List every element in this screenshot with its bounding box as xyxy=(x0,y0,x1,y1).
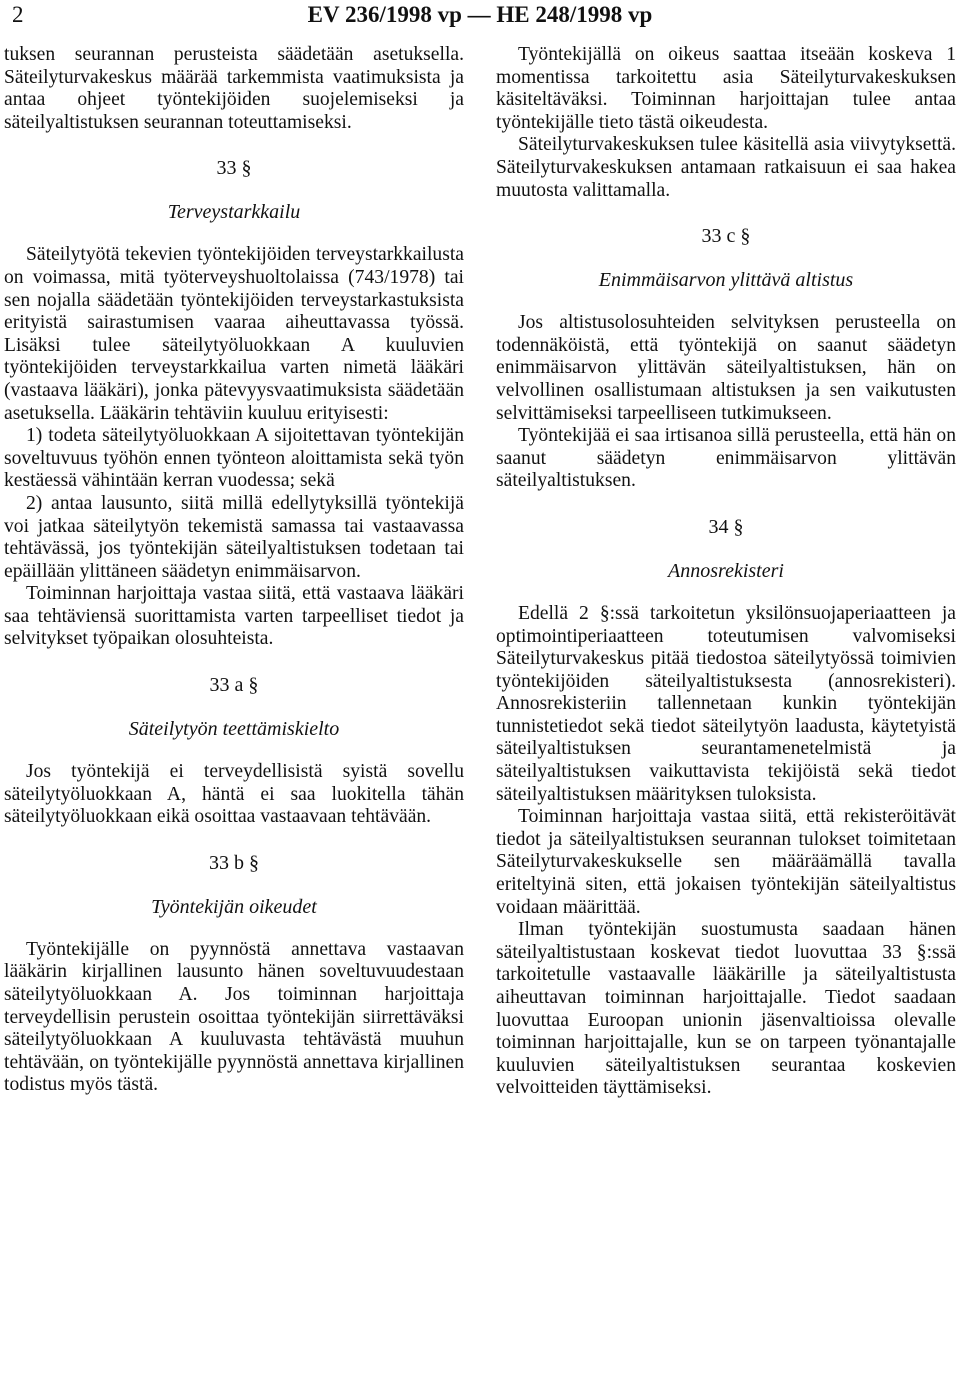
paragraph: Työntekijällä on oikeus saattaa itseään koskeva 1 momentissa tarkoitettu asia Säteilyturvakeskuksen käsiteltäväksi. Toiminnan harjoittajan tulee antaa työntekijälle tieto tästä oikeudesta. xyxy=(496,44,956,133)
paragraph: Työntekijälle on pyynnöstä annettava vastaavan lääkärin kirjallinen lausunto hänen soveltuvuudestaan säteilytyöluokkaan A. Jos toiminnan harjoittaja terveydellisin perustein osoittaa työntekijän siirrettäväksi säteilytyöluokkaan A kuuluvasta tehtävästä muuhun tehtävään, on työntekijälle pyynnöstä annettava kirjallinen todistus myös tästä. xyxy=(4,938,464,1096)
section-title: Säteilytyön teettämiskielto xyxy=(128,718,340,741)
section-number: 33 b § xyxy=(209,851,259,874)
left-column xyxy=(4,44,464,1097)
paragraph: Säteilyturvakeskuksen tulee käsitellä asia viivytyksettä. Säteilyturvakeskuksen antamaan ratkaisuun ei saa hakea muutosta valittamalla. xyxy=(496,134,956,201)
section-title: Enimmäisarvon ylittävä altistus xyxy=(598,269,854,292)
paragraph: Edellä 2 §:ssä tarkoitetun yksilönsuojaperiaatteen ja optimointiperiaatteen toteutumisen valvomiseksi Säteilyturvakeskus pitää tiedostoa säteilytyössä toimivien työntekijöiden säteilyaltistuksesta (annosrekisteri). Annosrekisteriin tallennetaan kunkin työntekijän tunnistetiedot sekä tiedot säteilytyön laadusta, käytetyistä säteilyaltistuksen seurantamenetelmistä ja säteilyaltistuksen vaikuttavista tekijöistä sekä tiedot säteilyaltistuksen määrityksen tuloksista. xyxy=(496,602,956,805)
section-number: 33 c § xyxy=(701,225,751,248)
list-item: 2) antaa lausunto, siitä millä edellytyksillä työntekijä voi jatkaa säteilytyön tekemistä samassa tai vastaavassa tehtävässä, jos työntekijän säteilyaltistuksen todetaan tai epäillään ylittäneen säädetyn enimmäisarvon. xyxy=(4,492,464,582)
running-header: EV 236/1998 vp — HE 248/1998 vp xyxy=(307,2,653,27)
paragraph: Työntekijää ei saa irtisanoa sillä perusteella, että hän on saanut säädetyn enimmäisarvon ylittävän säteilyaltistuksen. xyxy=(496,425,956,492)
paragraph: tuksen seurannan perusteista säädetään asetuksella. Säteilyturvakeskus määrää tarkemmista vaatimuksista ja antaa ohjeet työntekijöiden suojelemiseksi ja säteilyaltistuksen seurannan toteuttamiseksi. xyxy=(4,44,464,133)
paragraph: Jos työntekijä ei terveydellisistä syistä sovellu säteilytyöluokkaan A, häntä ei saa luokitella tähän säteilytyöluokkaan eikä osoittaa vastaavaan tehtävään. xyxy=(4,761,464,828)
paragraph: Säteilytyötä tekevien työntekijöiden terveystarkkailusta on voimassa, mitä työterveyshuoltolaissa (743/1978) tai sen nojalla säädetään työntekijöiden terveystarkastuksista erityistä sairastumisen vaaraa aiheuttavassa työssä. Lisäksi tulee säteilytyöluokkaan A kuuluvien työntekijöiden terveystarkkailua varten nimetä lääkäri (vastaava lääkäri), jonka pätevyysvaatimuksista säädetään asetuksella. Lääkärin tehtäviin kuuluu erityisesti: xyxy=(4,244,464,424)
paragraph: Jos altistusolosuhteiden selvityksen perusteella on todennäköistä, että työntekijä on saanut säädetyn enimmäisarvon ylittävän säteilyaltistuksen, hän on velvollinen osallistumaan altistuksen ja sen vaikutusten selvittämiseksi tarpeelliseen tutkimukseen. xyxy=(496,312,956,424)
section-number: 33 a § xyxy=(209,674,259,697)
page-number: 2 xyxy=(12,2,24,27)
list-item: 1) todeta säteilytyöluokkaan A sijoitettavan työntekijän soveltuvuus työhön ennen työnteon aloittamista sekä työn kestäessä vähintään kerran vuodessa; sekä xyxy=(4,425,464,492)
paragraph: Toiminnan harjoittaja vastaa siitä, että vastaava lääkäri saa tehtäviensä suorittamista varten tarpeelliset tiedot ja selvitykset työpaikan olosuhteista. xyxy=(4,583,464,650)
section-number: 34 § xyxy=(708,515,744,538)
paragraph: Ilman työntekijän suostumusta saadaan hänen säteilyaltistustaan koskevat tiedot luovuttaa 33 §:ssä tarkoitetulle vastaavalle lääkärille ja säteilyaltistusta aiheuttavan toiminnan harjoittajalle. Tiedot saadaan luovuttaa Euroopan unionin jäsenvaltioissa olevalle toiminnan harjoittajalle, kun se on tarpeen työnantajalle kuuluvien säteilyaltistuksen seurantaa koskevien velvoitteiden täyttämiseksi. xyxy=(496,919,956,1099)
section-title: Annosrekisteri xyxy=(668,559,784,582)
section-number: 33 § xyxy=(216,157,252,180)
section-title: Työntekijän oikeudet xyxy=(151,895,317,918)
section-title: Terveystarkkailu xyxy=(167,201,301,224)
right-column xyxy=(496,44,956,1100)
paragraph: Toiminnan harjoittaja vastaa siitä, että rekisteröitävät tiedot ja säteilyaltistuksen seurannan tulokset toimitetaan Säteilyturvakeskukselle sen määräämällä tavalla eriteltyinä siten, että jokaisen työntekijän säteilyaltistus voidaan määrittää. xyxy=(496,806,956,918)
